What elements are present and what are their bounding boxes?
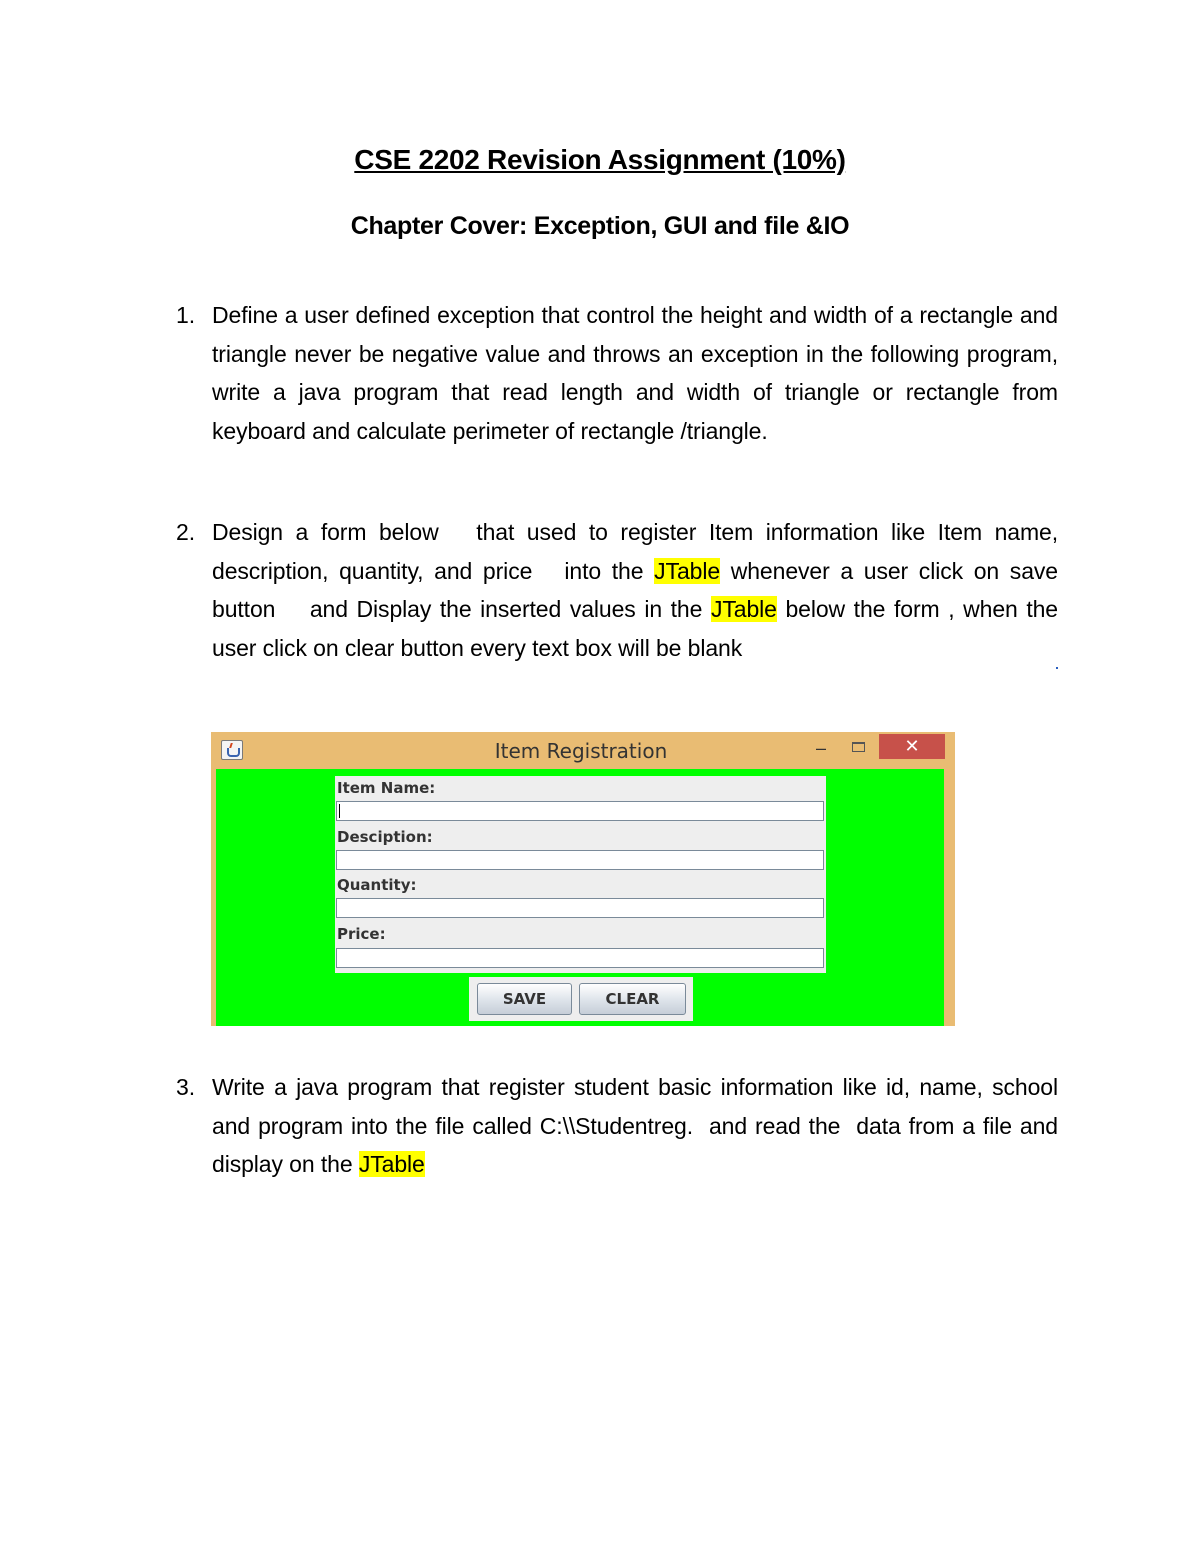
text-segment: Design a form below that used to register Item information like Item name, description, quantity, and price into the <box>212 519 1065 584</box>
stray-mark <box>1056 667 1058 669</box>
question-3 <box>176 1068 1065 1184</box>
question-text <box>212 519 1071 661</box>
question-number: 3. <box>176 1074 195 1100</box>
highlighted-term: JTable <box>358 1151 425 1178</box>
highlighted-term: JTable <box>654 557 721 584</box>
question-text: Define a user defined exception that control the height and width of a rectangle and triangle never be negative value and throws an exception in the following program, write a java program that read length and width of triangle or rectangle from keyboard and calculate perimeter of rectangle /triangle. <box>212 302 1058 445</box>
text-segment: Write a java program that register student basic information like id, name, school and program into the file called C:\\Studentreg. and read the data from a file and display on the <box>212 1074 1065 1178</box>
description-field[interactable] <box>336 850 824 870</box>
item-name-label: Item Name: <box>337 779 436 797</box>
quantity-label: Quantity: <box>337 876 417 894</box>
description-label: Desciption: <box>337 828 433 846</box>
text-caret <box>339 804 340 818</box>
window-content <box>216 769 944 1026</box>
question-number: 1. <box>176 302 195 328</box>
minimize-icon[interactable]: – <box>815 738 826 758</box>
chapter-subtitle: Chapter Cover: Exception, GUI and file &IO <box>350 212 850 240</box>
price-field[interactable] <box>336 948 824 968</box>
quantity-field[interactable] <box>336 898 824 918</box>
item-name-field[interactable] <box>336 801 824 821</box>
question-text <box>212 1074 1064 1177</box>
window-titlebar[interactable] <box>211 732 955 768</box>
save-button[interactable]: SAVE <box>477 983 572 1015</box>
registration-form <box>335 776 826 973</box>
item-registration-window <box>211 732 955 1026</box>
question-1 <box>176 296 1058 451</box>
close-icon[interactable]: ✕ <box>879 734 945 759</box>
button-panel <box>469 977 693 1021</box>
price-label: Price: <box>337 925 386 943</box>
window-title: Item Registration <box>494 739 668 763</box>
text-segment: below the form , when the user click on clear button every text box will be blank <box>212 596 1065 662</box>
question-2 <box>176 513 1071 668</box>
maximize-icon[interactable] <box>852 742 865 752</box>
text-segment: whenever a user click on save button and Display the inserted values in the <box>212 557 1071 623</box>
question-number: 2. <box>176 519 195 545</box>
assignment-title: CSE 2202 Revision Assignment (10%) <box>354 144 846 175</box>
clear-button[interactable]: CLEAR <box>579 983 686 1015</box>
highlighted-term: JTable <box>710 596 777 623</box>
